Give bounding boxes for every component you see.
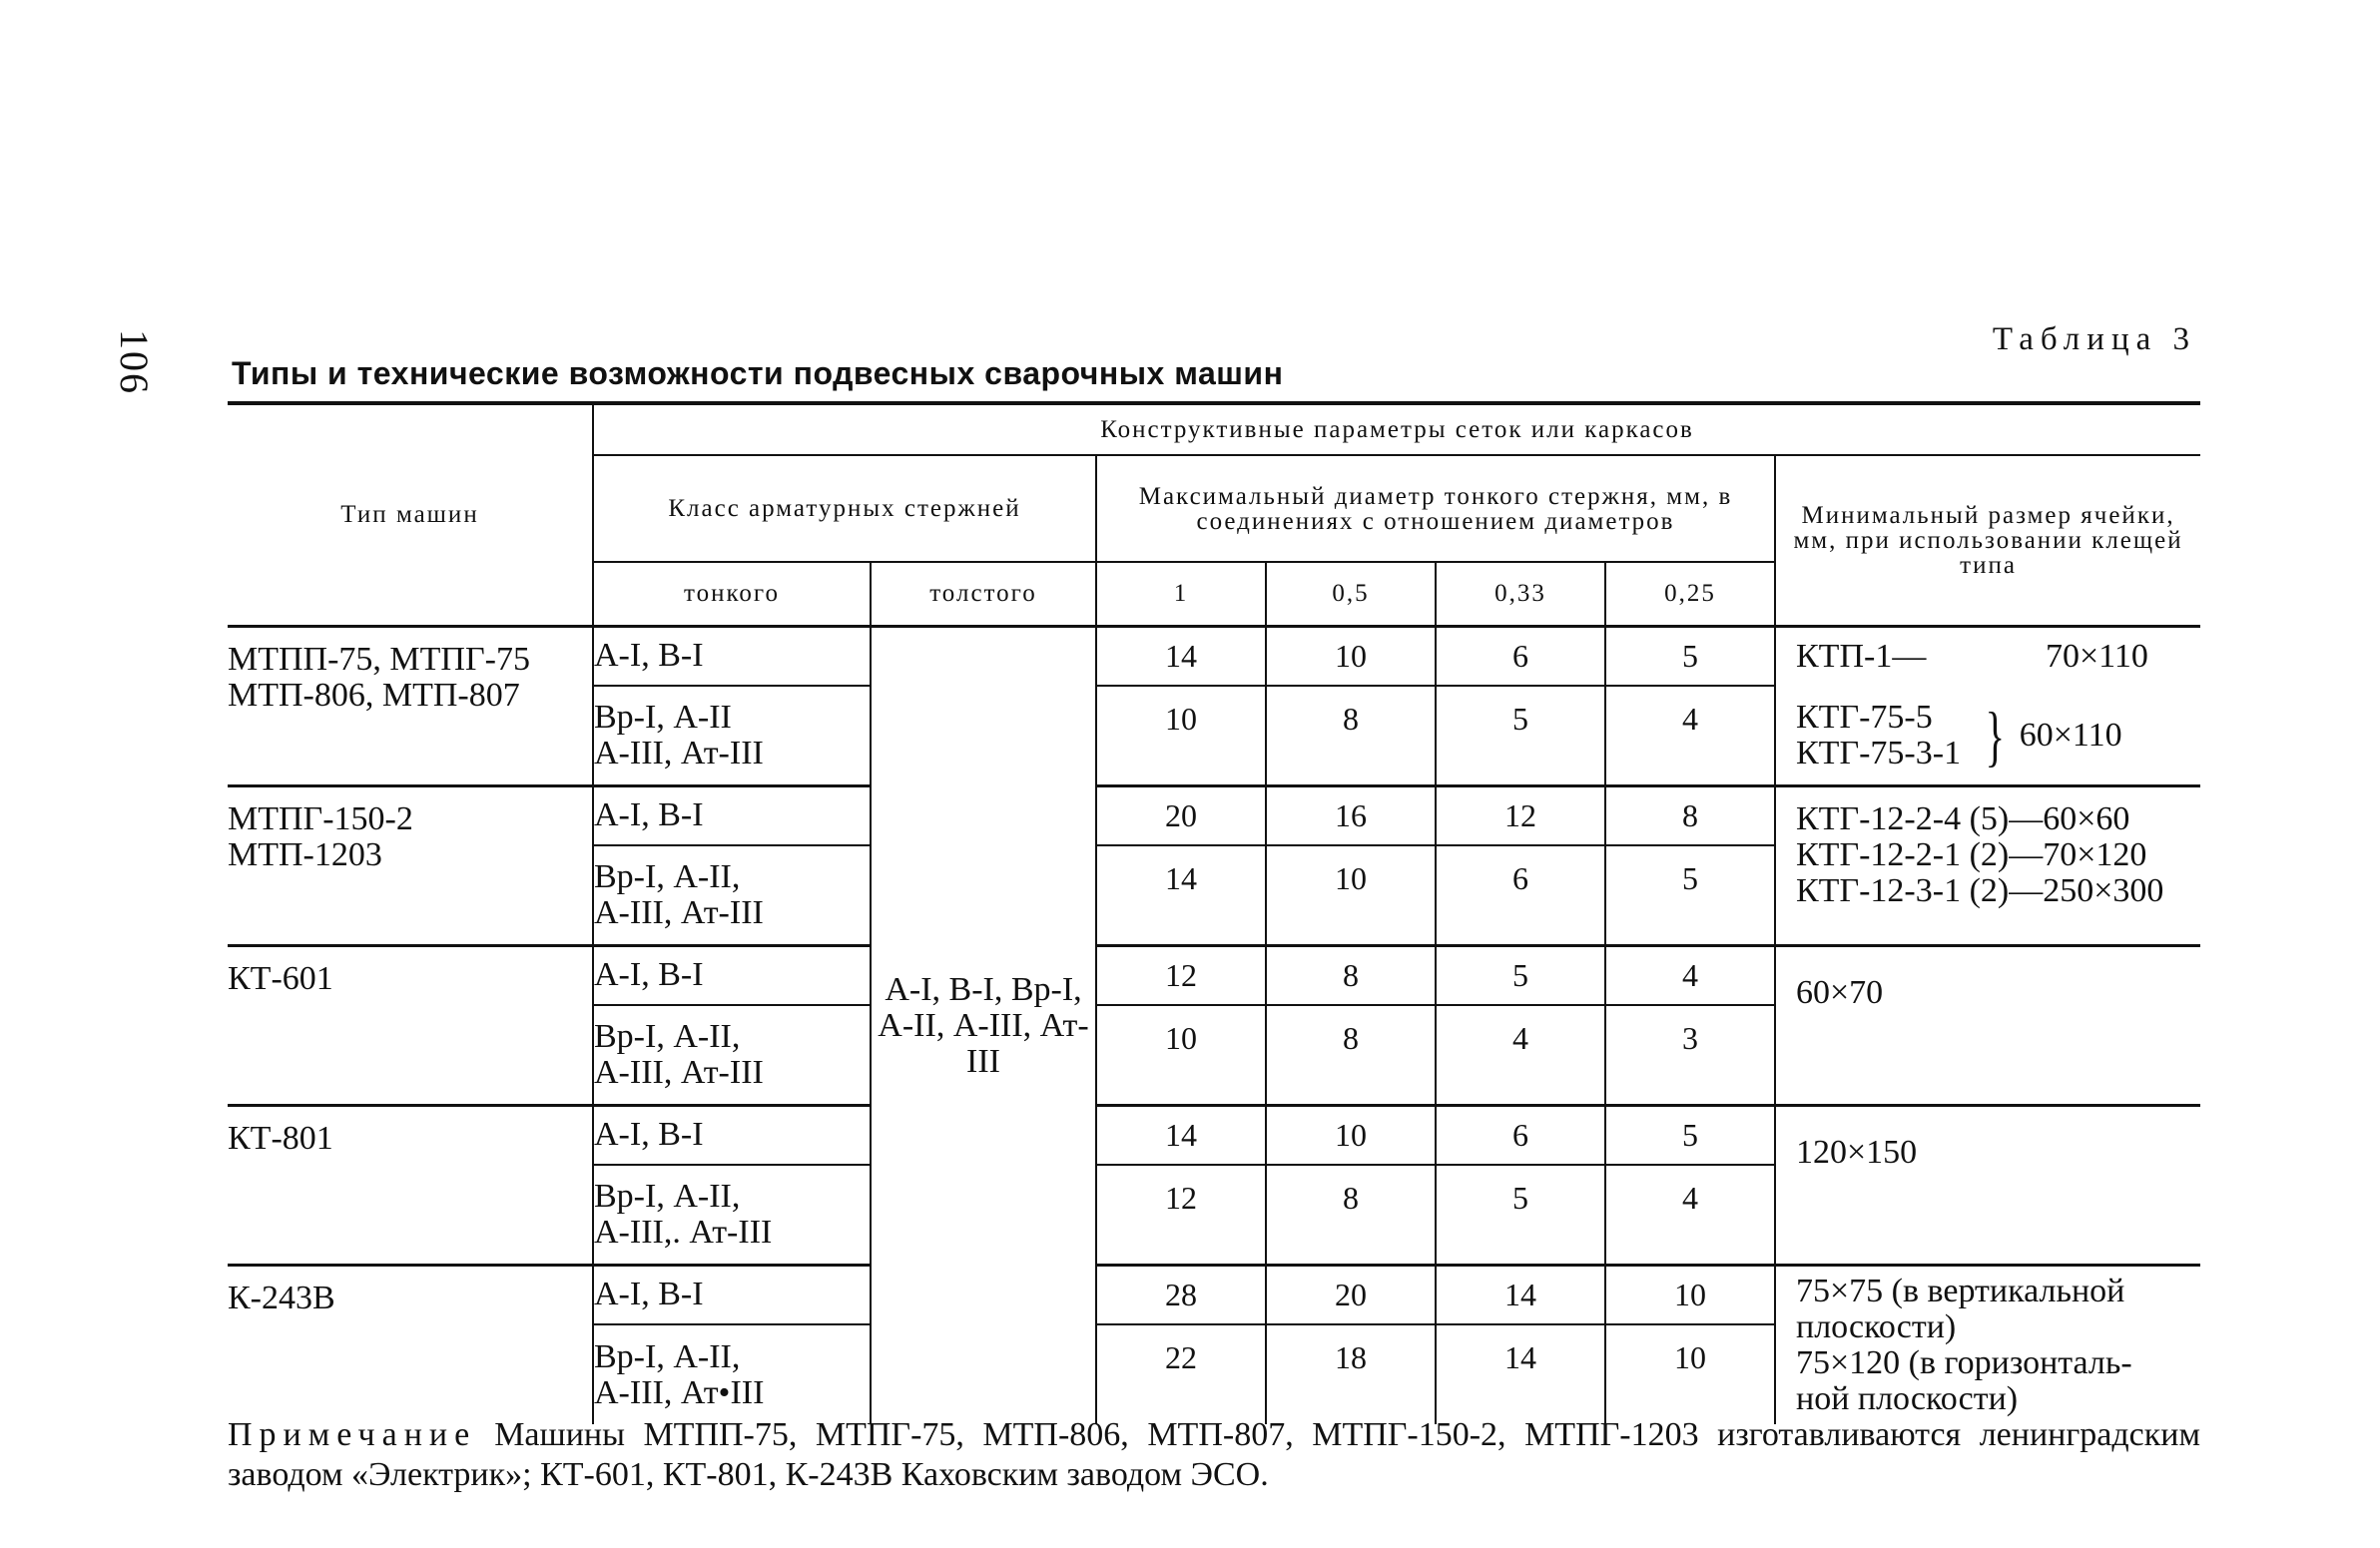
cell-size-line: 75×120 (в горизонталь- bbox=[1796, 1343, 2132, 1381]
value-cell: 5 bbox=[1605, 626, 1775, 686]
note-label: Примечание bbox=[228, 1416, 477, 1453]
value-cell: 10 bbox=[1096, 1005, 1266, 1105]
thin-class-line: А-III, Ат•III bbox=[594, 1373, 765, 1411]
value-cell: 12 bbox=[1436, 785, 1605, 845]
value-cell: 6 bbox=[1436, 845, 1605, 945]
thin-class-cell bbox=[593, 1005, 871, 1105]
value-cell: 8 bbox=[1266, 945, 1436, 1005]
thin-class-cell: А-I, В-I bbox=[593, 1105, 871, 1165]
value-cell: 10 bbox=[1266, 845, 1436, 945]
value-cell: 10 bbox=[1605, 1324, 1775, 1424]
value-cell: 10 bbox=[1096, 686, 1266, 785]
value-cell: 6 bbox=[1436, 1105, 1605, 1165]
value-cell: 8 bbox=[1266, 1165, 1436, 1265]
thin-class-line: Вр-I, А-II, bbox=[594, 1017, 741, 1055]
header-thin: тонкого bbox=[593, 562, 871, 626]
value-cell: 10 bbox=[1605, 1265, 1775, 1324]
cell-size-entry bbox=[1775, 1105, 2200, 1265]
header-rod-class: Класс арматурных стержней bbox=[593, 455, 1096, 562]
cell-size-line: КТГ-12-2-4 (5)—60×60 bbox=[1796, 799, 2130, 837]
machine-line: МТП-806, МТП-807 bbox=[228, 676, 520, 714]
value-cell: 8 bbox=[1266, 686, 1436, 785]
value-cell: 10 bbox=[1266, 626, 1436, 686]
value-cell: 3 bbox=[1605, 1005, 1775, 1105]
header-min-cell: Минимальный размер ячейки, мм, при использовании клещей типа bbox=[1775, 455, 2200, 626]
header-ratio-1: 1 bbox=[1096, 562, 1266, 626]
machine-cell bbox=[228, 945, 593, 1105]
cell-size-entry bbox=[1775, 686, 2200, 785]
machine-cell bbox=[228, 785, 593, 945]
cell-clamp-name: КТГ-75-3-1 bbox=[1796, 735, 1962, 772]
thin-class-line: А-III, Ат-III bbox=[594, 1053, 764, 1091]
cell-clamp-name: КТП-1— bbox=[1796, 637, 1927, 675]
thin-class-cell: А-I, В-I bbox=[593, 945, 871, 1005]
machine-cell bbox=[228, 1265, 593, 1424]
thick-class-text: А-I, В-I, Вр-I, А-II, А-III, Ат-III bbox=[878, 970, 1089, 1080]
table-note bbox=[228, 1415, 2200, 1495]
value-cell: 5 bbox=[1436, 686, 1605, 785]
header-thick: толстого bbox=[871, 562, 1096, 626]
cell-size-line: плоскости) bbox=[1796, 1307, 1957, 1345]
machine-line: МТП-1203 bbox=[228, 835, 382, 873]
note-text: Машины МТПП-75, МТПГ-75, МТП-806, МТП-807, МТПГ-150-2, МТПГ-1203 изготавливаются ленинградским заводом «Электрик»; КТ-601, КТ-801, К-243В Каховским заводом ЭСО. bbox=[228, 1416, 2200, 1493]
cell-size-value: 70×110 bbox=[2046, 637, 2148, 675]
value-cell: 20 bbox=[1266, 1265, 1436, 1324]
value-cell: 14 bbox=[1096, 1105, 1266, 1165]
cell-size-line: КТГ-12-3-1 (2)—250×300 bbox=[1796, 871, 2164, 909]
value-cell: 14 bbox=[1436, 1265, 1605, 1324]
brace-icon: } bbox=[1985, 698, 2006, 774]
value-cell: 4 bbox=[1605, 945, 1775, 1005]
machine-line: КТ-801 bbox=[228, 1119, 333, 1157]
cell-size-line: ной плоскости) bbox=[1796, 1379, 2019, 1417]
value-cell: 4 bbox=[1436, 1005, 1605, 1105]
cell-size-entry bbox=[1775, 1265, 2200, 1424]
thin-class-line: А-III, Ат-III bbox=[594, 893, 764, 931]
thin-class-line: Вр-I, А-II, bbox=[594, 1177, 741, 1215]
value-cell: 4 bbox=[1605, 1165, 1775, 1265]
thin-class-cell: А-I, В-I bbox=[593, 1265, 871, 1324]
header-params: Конструктивные параметры сеток или каркасов bbox=[593, 405, 2200, 455]
header-ratio-4: 0,25 bbox=[1605, 562, 1775, 626]
value-cell: 20 bbox=[1096, 785, 1266, 845]
value-cell: 14 bbox=[1096, 626, 1266, 686]
header-ratio-3: 0,33 bbox=[1436, 562, 1605, 626]
table-label: Таблица 3 bbox=[1992, 321, 2196, 357]
value-cell: 8 bbox=[1605, 785, 1775, 845]
header-ratio-2: 0,5 bbox=[1266, 562, 1436, 626]
value-cell: 22 bbox=[1096, 1324, 1266, 1424]
thin-class-cell bbox=[593, 1324, 871, 1424]
table-title: Типы и технические возможности подвесных сварочных машин bbox=[232, 355, 1284, 391]
cell-size-entry bbox=[1775, 785, 2200, 945]
value-cell: 14 bbox=[1096, 845, 1266, 945]
value-cell: 5 bbox=[1436, 945, 1605, 1005]
value-cell: 5 bbox=[1605, 845, 1775, 945]
value-cell: 6 bbox=[1436, 626, 1605, 686]
value-cell: 18 bbox=[1266, 1324, 1436, 1424]
thin-class-line: Вр-I, А-II bbox=[594, 698, 732, 736]
cell-size-line: 75×75 (в вертикальной bbox=[1796, 1272, 2125, 1309]
machines-table bbox=[228, 405, 2200, 1424]
thin-class-line: А-III, Ат-III bbox=[594, 734, 764, 772]
thin-class-cell: А-I, В-I bbox=[593, 626, 871, 686]
machine-line: МТПГ-150-2 bbox=[228, 799, 413, 837]
header-max-diameter: Максимальный диаметр тонкого стержня, мм, в соединениях с отношением диаметров bbox=[1096, 455, 1775, 562]
cell-clamp-name: КТГ-75-5 bbox=[1796, 699, 1933, 736]
thin-class-cell bbox=[593, 1165, 871, 1265]
cell-size-entry bbox=[1775, 626, 2200, 686]
value-cell: 5 bbox=[1605, 1105, 1775, 1165]
cell-size-value: 60×110 bbox=[2019, 717, 2122, 754]
cell-size-line: 120×150 bbox=[1796, 1133, 1918, 1171]
thin-class-cell bbox=[593, 686, 871, 785]
machine-line: К-243В bbox=[228, 1279, 335, 1316]
value-cell: 12 bbox=[1096, 1165, 1266, 1265]
thin-class-cell bbox=[593, 845, 871, 945]
thin-class-cell: А-I, В-I bbox=[593, 785, 871, 845]
cell-size-line: КТГ-12-2-1 (2)—70×120 bbox=[1796, 835, 2147, 873]
machine-line: КТ-601 bbox=[228, 959, 333, 997]
machine-cell bbox=[228, 626, 593, 785]
value-cell: 28 bbox=[1096, 1265, 1266, 1324]
thin-class-line: Вр-I, А-II, bbox=[594, 857, 741, 895]
cell-size-line: 60×70 bbox=[1796, 973, 1884, 1011]
value-cell: 8 bbox=[1266, 1005, 1436, 1105]
value-cell: 16 bbox=[1266, 785, 1436, 845]
thin-class-line: Вр-I, А-II, bbox=[594, 1337, 741, 1375]
value-cell: 12 bbox=[1096, 945, 1266, 1005]
machine-line: МТПП-75, МТПГ-75 bbox=[228, 640, 530, 678]
thick-class-cell bbox=[871, 626, 1096, 1424]
value-cell: 14 bbox=[1436, 1324, 1605, 1424]
value-cell: 10 bbox=[1266, 1105, 1436, 1165]
header-machine-type: Тип машин bbox=[340, 501, 479, 529]
value-cell: 5 bbox=[1436, 1165, 1605, 1265]
cell-size-entry bbox=[1775, 945, 2200, 1105]
value-cell: 4 bbox=[1605, 686, 1775, 785]
page-number: 106 bbox=[112, 329, 157, 395]
thin-class-line: А-III,. Ат-III bbox=[594, 1213, 773, 1251]
machine-cell bbox=[228, 1105, 593, 1265]
